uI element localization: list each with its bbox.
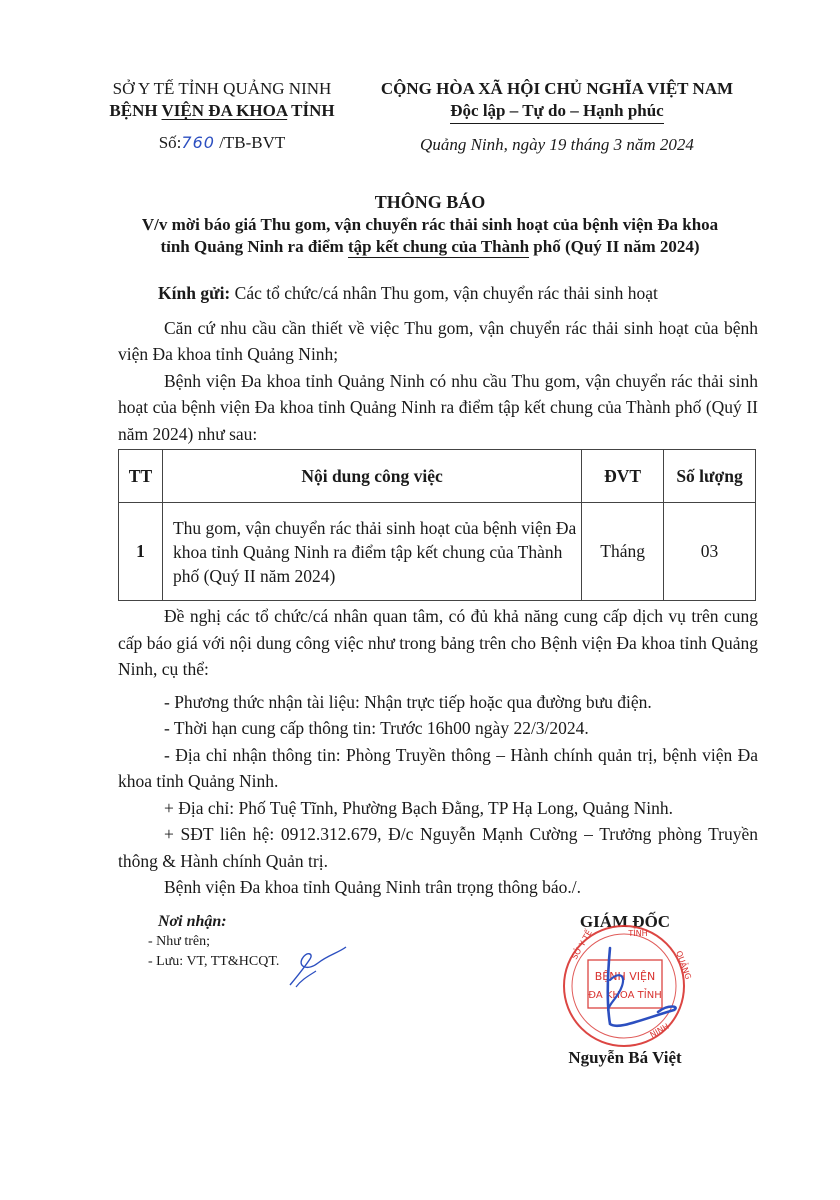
cell-content: Thu gom, vận chuyển rác thải sinh hoạt của bệnh viện Đa khoa tỉnh Quảng Ninh ra điểm tập kết chung của Thành phố (Quý II năm 2024) bbox=[162, 503, 581, 601]
header-unit: ĐVT bbox=[582, 450, 664, 503]
work-table bbox=[118, 449, 756, 601]
issuing-agency-block bbox=[92, 78, 352, 154]
detail-address-office: - Địa chỉ nhận thông tin: Phòng Truyền thông – Hành chính quản trị, bệnh viện Đa khoa tỉnh Quảng Ninh. bbox=[118, 744, 758, 791]
stamp-ring-top: TỈNH bbox=[628, 929, 648, 938]
request-section bbox=[118, 603, 758, 901]
official-stamp bbox=[548, 920, 698, 1050]
table-header-row bbox=[119, 450, 756, 503]
issuing-agency: BỆNH VIỆN ĐA KHOA TỈNH bbox=[109, 101, 335, 120]
handwritten-number: 760 bbox=[181, 133, 215, 152]
initials-signature bbox=[288, 945, 348, 990]
header-quantity: Số lượng bbox=[664, 450, 756, 503]
detail-method: - Phương thức nhận tài liệu: Nhận trực tiếp hoặc qua đường bưu điện. bbox=[164, 691, 652, 712]
stamp-ring-right: QUẢNG bbox=[674, 949, 693, 981]
signer-title: GIÁM ĐỐC bbox=[579, 912, 671, 931]
subject-line-2: tỉnh Quảng Ninh ra điểm tập kết chung của Thành phố (Quý II năm 2024) bbox=[160, 237, 700, 256]
paragraph-request: Đề nghị các tổ chức/cá nhân quan tâm, có đủ khả năng cung cấp dịch vụ trên cung cấp báo giá với nội dung công việc như trong bảng trên cho Bệnh viện Đa khoa tỉnh Quảng Ninh, cụ thể: bbox=[118, 606, 758, 679]
nation-name: CỘNG HÒA XÃ HỘI CHỦ NGHĨA VIỆT NAM bbox=[380, 79, 734, 98]
detail-street-address: + Địa chỉ: Phố Tuệ Tĩnh, Phường Bạch Đằng, TP Hạ Long, Quảng Ninh. bbox=[164, 797, 674, 818]
header-tt: TT bbox=[119, 450, 163, 503]
cell-quantity: 03 bbox=[664, 503, 756, 601]
recipients-block bbox=[148, 912, 279, 972]
detail-contact: + SĐT liên hệ: 0912.312.679, Đ/c Nguyễn Mạnh Cường – Trưởng phòng Truyền thông & Hành chính Quản trị. bbox=[118, 824, 758, 871]
intro-section bbox=[118, 280, 758, 447]
recipient-line: - Như trên; bbox=[148, 934, 211, 949]
stamp-ring-bottom: NINH bbox=[648, 1021, 671, 1040]
detail-deadline: - Thời hạn cung cấp thông tin: Trước 16h00 ngày 22/3/2024. bbox=[164, 718, 589, 738]
document-number: Số:760 /TB-BVT bbox=[158, 133, 286, 152]
national-motto: Độc lập – Tự do – Hạnh phúc bbox=[450, 100, 663, 124]
stamp-inner-text-2: ĐA KHOA TỈNH bbox=[588, 990, 662, 1001]
paragraph-basis: Căn cứ nhu cầu cần thiết về việc Thu gom, vận chuyển rác thải sinh hoạt của bệnh viện Đa khoa tỉnh Quảng Ninh; bbox=[118, 317, 758, 364]
national-title-block bbox=[352, 78, 762, 156]
stamp-inner-text-1: BỆNH VIỆN bbox=[594, 970, 656, 983]
recipients-label: Nơi nhận: bbox=[158, 913, 227, 930]
stamp-ring-left: SỞ Y TẾ bbox=[569, 928, 594, 961]
issue-date: Quảng Ninh, ngày 19 tháng 3 năm 2024 bbox=[420, 135, 694, 154]
parent-agency: SỞ Y TẾ TỈNH QUẢNG NINH bbox=[112, 79, 332, 98]
cell-unit: Tháng bbox=[582, 503, 664, 601]
recipient-line: - Lưu: VT, TT&HCQT. bbox=[148, 954, 280, 969]
table-row bbox=[119, 503, 756, 601]
document-title-block bbox=[110, 190, 750, 258]
salutation: Kính gửi: Các tổ chức/cá nhân Thu gom, vận chuyển rác thải sinh hoạt bbox=[158, 283, 658, 303]
signer-name: Nguyễn Bá Việt bbox=[568, 1048, 682, 1067]
subject-line-1: V/v mời báo giá Thu gom, vận chuyển rác thải sinh hoạt của bệnh viện Đa khoa bbox=[141, 215, 719, 234]
cell-tt: 1 bbox=[119, 503, 163, 601]
document-title: THÔNG BÁO bbox=[374, 192, 486, 212]
paragraph-need: Bệnh viện Đa khoa tỉnh Quảng Ninh có nhu cầu Thu gom, vận chuyển rác thải sinh hoạt của bệnh viện Đa khoa tỉnh Quảng Ninh ra điểm tập kết chung của Thành phố (Quý II năm 2024) như sau: bbox=[118, 370, 758, 444]
closing-line: Bệnh viện Đa khoa tỉnh Quảng Ninh trân trọng thông báo./. bbox=[164, 877, 582, 897]
header-content: Nội dung công việc bbox=[162, 450, 581, 503]
